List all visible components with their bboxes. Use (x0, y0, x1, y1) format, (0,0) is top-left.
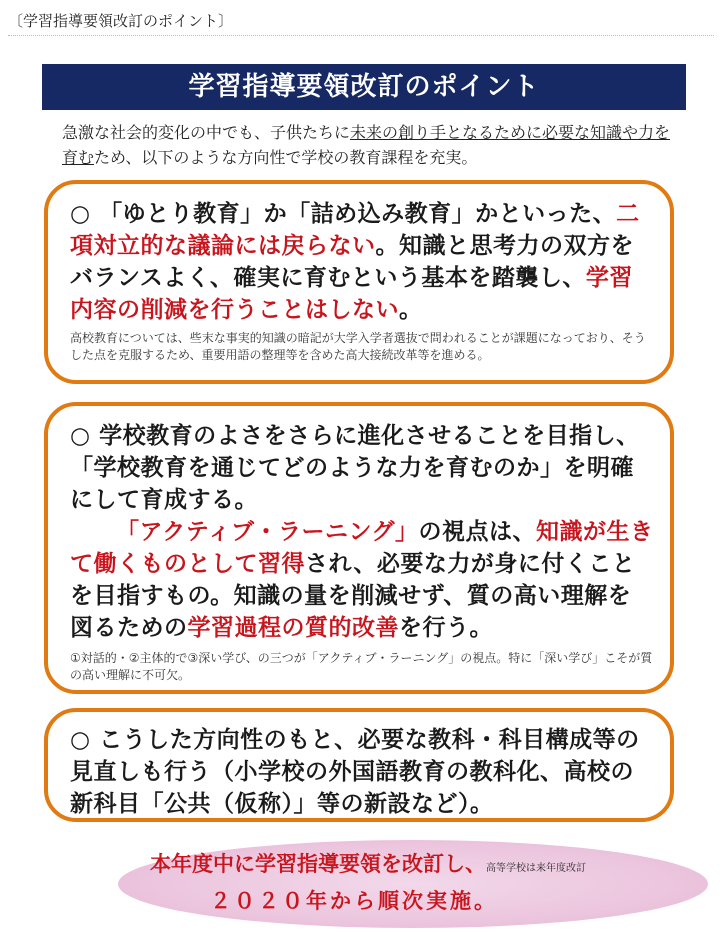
intro-underlined: 未来の創り手となるために必要な知識や力を育む (62, 123, 671, 167)
point-2-segment-3: され、必要な力が身に付くことを目指すもの。知識の量を削減せず、質の高い理解を図るための (70, 550, 636, 641)
point-2-highlight-1: 「アクティブ・ラーニング」 (116, 518, 419, 545)
bullet-circle-icon: ○ (70, 200, 91, 227)
page-caption: 〔学習指導要領改訂のポイント〕 (8, 10, 714, 36)
conclusion-small-note: 高等学校は来年度改訂 (486, 863, 586, 874)
point-3-text (70, 724, 654, 820)
page-title: 学習指導要領改訂のポイント (42, 64, 686, 110)
point-2-note: ①対話的・②主体的で③深い学び、の三つが「アクティブ・ラーニング」の視点。特に「深い学び」こそが質の高い理解に不可欠。 (70, 651, 653, 682)
point-1-segment-1: 「ゆとり教育」か「詰め込み教育」かといった、 (99, 200, 617, 227)
point-2-highlight-3: 学習過程の質的改善 (187, 614, 399, 641)
point-2-paragraph-2 (70, 516, 654, 644)
point-box-1 (44, 180, 674, 384)
point-2-text (70, 420, 654, 644)
conclusion-line-2: ２０２０年から順次実施。 (210, 889, 498, 913)
intro-part-1: 急激な社会的変化の中でも、子供たちに (62, 123, 351, 142)
point-1-segment-3: 。 (399, 296, 423, 323)
point-1-segment-2: 。知識と思考力の双方をバランスよく、確実に育むという基本を踏襲し、 (70, 232, 634, 291)
point-1-note: 高校教育については、些末な事実的知識の暗記が大学入学者選抜で問われることが課題になっており、そうした点を克服するため、重要用語の整理等を含めた高大接続改革等を進める。 (70, 331, 646, 362)
bullet-circle-icon: ○ (70, 422, 91, 449)
conclusion-text (150, 848, 710, 917)
bullet-circle-icon: ○ (70, 726, 91, 753)
intro-text (62, 120, 682, 170)
intro-part-2: ため、以下のような方向性で学校の教育課程を充実。 (94, 148, 478, 167)
point-1-highlight-2: 学習内容の削減を行うことはしない (70, 264, 633, 323)
point-3-segment-1: こうした方向性のもと、必要な教科・科目構成等の見直しも行う（小学校の外国語教育の教科化、高校の新科目「公共（仮称）」等の新設など）。 (70, 726, 640, 817)
point-2-segment-1: 学校教育のよさをさらに進化させることを目指し、「学校教育を通じてどのような力を育むのか」を明確にして育成する。 (70, 422, 640, 513)
conclusion-line-1: 本年度中に学習指導要領を改訂し、 (150, 852, 486, 876)
point-box-3 (44, 708, 674, 822)
point-box-2 (44, 402, 674, 694)
point-2-segment-4: を行う。 (399, 614, 493, 641)
point-1-text (70, 198, 654, 326)
point-2-segment-2: の視点は、 (418, 518, 537, 545)
point-1-highlight-1: 二項対立的な議論には戻らない (70, 200, 640, 259)
point-2-highlight-2: 知識が生きて働くものとして習得 (70, 518, 654, 577)
